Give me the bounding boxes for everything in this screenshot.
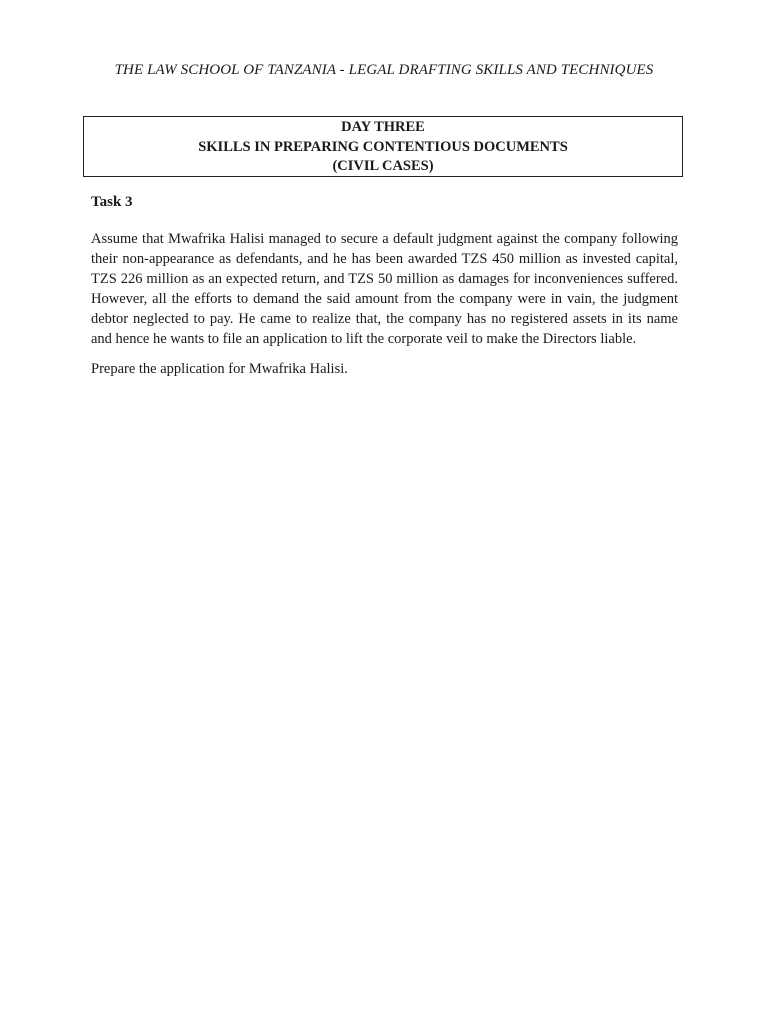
running-header: THE LAW SCHOOL OF TANZANIA - LEGAL DRAFTING SKILLS AND TECHNIQUES	[114, 62, 654, 78]
title-category: (CIVIL CASES)	[332, 158, 434, 174]
task-instruction: Prepare the application for Mwafrika Halisi.	[91, 361, 348, 377]
title-day: DAY THREE	[341, 119, 425, 135]
title-subject: SKILLS IN PREPARING CONTENTIOUS DOCUMENTS	[198, 138, 568, 155]
task-paragraph: Assume that Mwafrika Halisi managed to secure a default judgment against the company following their non-appearance as defendants, and he has been awarded TZS 450 million as invested capital, TZS 226 million as an expected return, and TZS 50 million as damages for inconveniences suffered. However, all the efforts to demand the said amount from the company were in vain, the judgment debtor neglected to pay. He came to realize that, the company has no registered assets in its name and hence he wants to file an application to lift the corporate veil to make the Directors liable.	[91, 231, 678, 347]
task-heading: Task 3	[91, 194, 133, 210]
title-box	[83, 116, 683, 177]
